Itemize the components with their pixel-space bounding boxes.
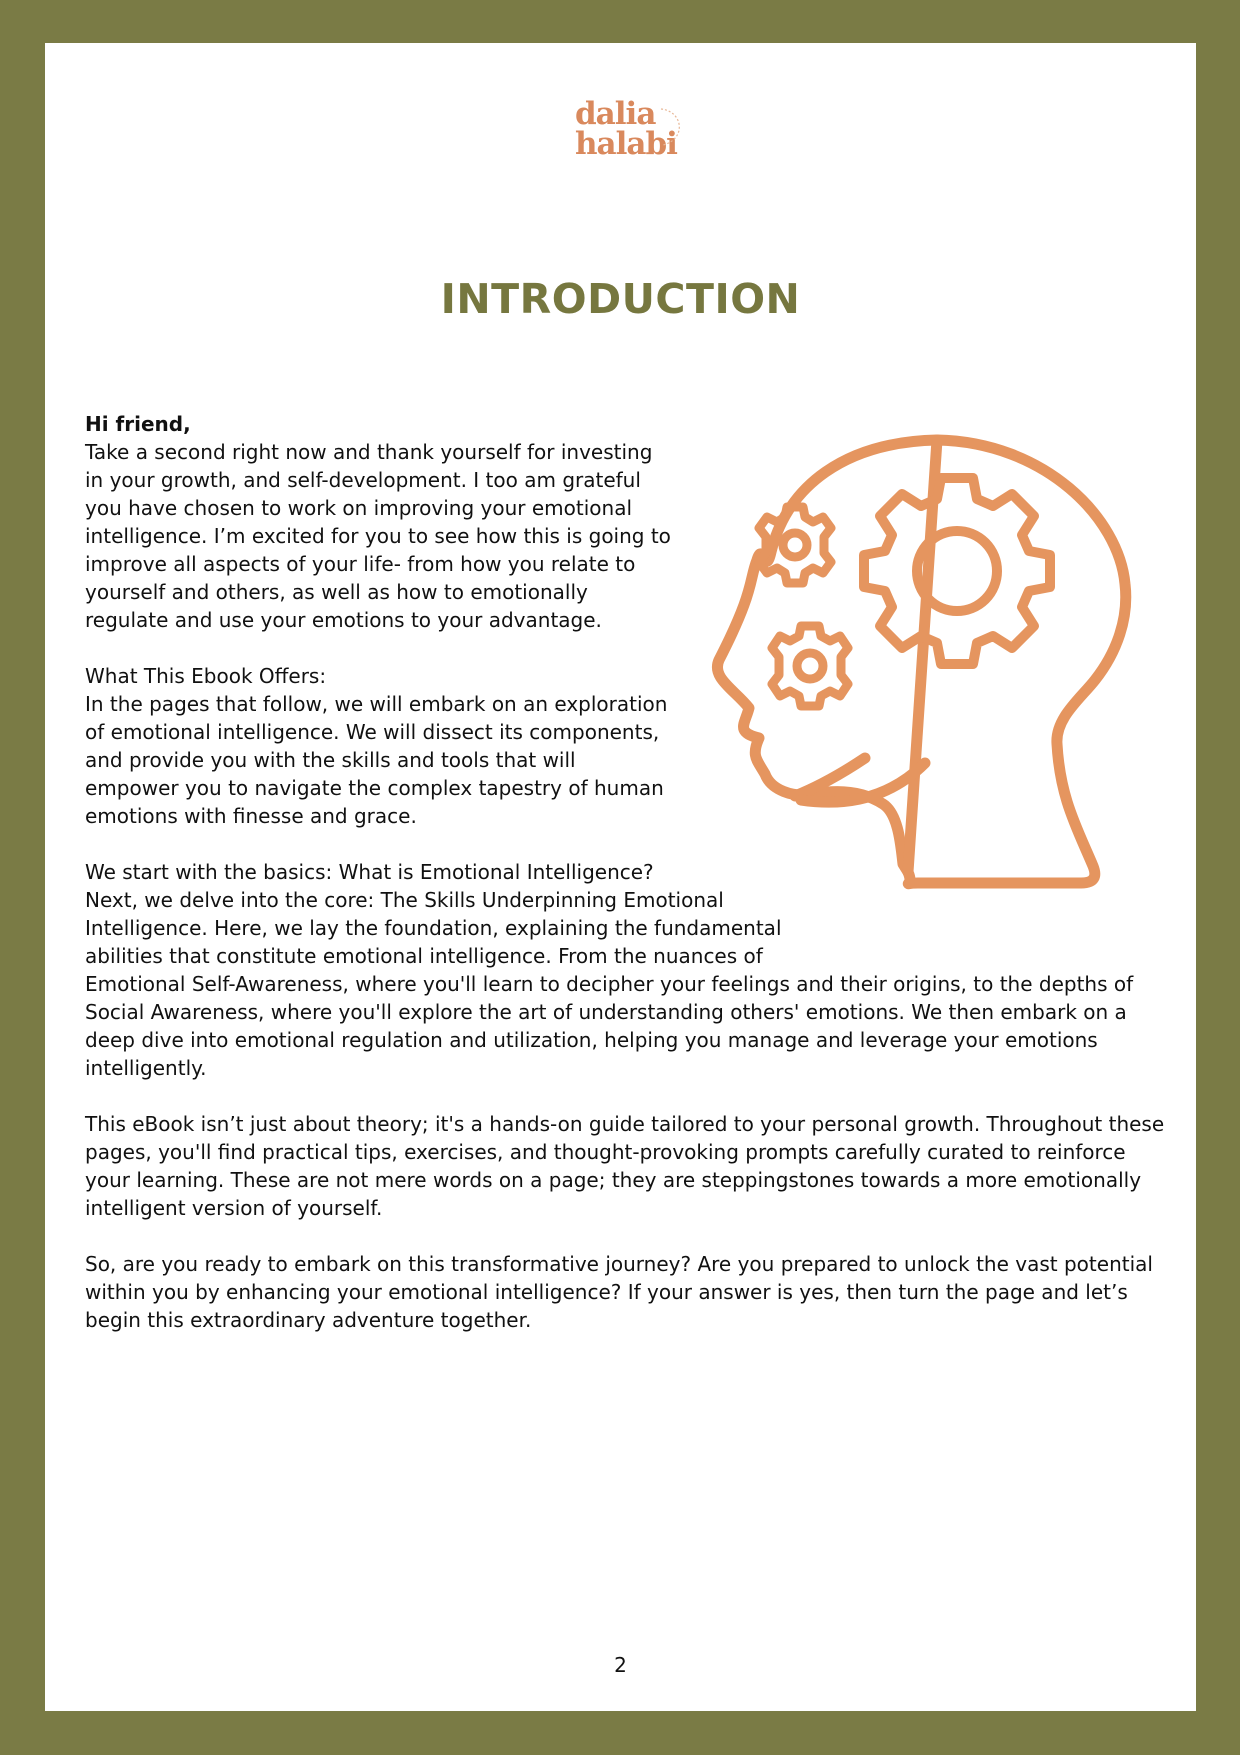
offers-heading: What This Ebook Offers: xyxy=(85,664,327,688)
logo-line-1: dalia xyxy=(575,96,656,132)
paragraph-closing: So, are you ready to embark on this transformative journey? Are you prepared to unlock the vast potential within you by enhancing your emotional intelligence? If your answer is yes, then turn the page and let’s begin this extraordinary adventure together. xyxy=(85,1252,1153,1332)
paragraph-basics-line-4: abilities that constitute emotional intelligence. From the nuances of xyxy=(85,944,763,968)
logo-ornament-icon xyxy=(657,105,687,149)
page-number: 2 xyxy=(614,1653,627,1677)
paragraph-basics-rest: Emotional Self-Awareness, where you'll learn to decipher your feelings and their origins, to the depths of Social Awareness, where you'll explore the art of understanding others' emotions. We then embark on a deep dive into emotional regulation and utilization, helping you manage and leverage your emotions intelligently. xyxy=(85,972,1134,1080)
introduction-body xyxy=(85,410,1165,1334)
paragraph-basics-line-1: We start with the basics: What is Emotional Intelligence? xyxy=(85,860,654,884)
page-title: INTRODUCTION xyxy=(440,275,801,323)
document-page xyxy=(45,43,1196,1711)
paragraph-basics-line-2: Next, we delve into the core: The Skills Underpinning Emotional xyxy=(85,888,724,912)
brand-logo xyxy=(575,93,705,163)
logo-line-2: halabi xyxy=(575,126,677,162)
greeting: Hi friend, xyxy=(85,412,191,436)
paragraph-gratitude: Take a second right now and thank yourself for investing in your growth, and self-development. I too am grateful you have chosen to work on improving your emotional intelligence. I’m excited for you to see how this is going to improve all aspects of your life- from how you relate to yourself and others, as well as how to emotionally regulate and use your emotions to your advantage. xyxy=(85,440,671,632)
paragraph-basics-line-3: Intelligence. Here, we lay the foundation, explaining the fundamental xyxy=(85,916,782,940)
paragraph-offers: In the pages that follow, we will embark on an exploration of emotional intelligence. We will dissect its components, and provide you with the skills and tools that will empower you to navigate the complex tapestry of human emotions with finesse and grace. xyxy=(85,692,668,828)
paragraph-hands-on: This eBook isn’t just about theory; it's a hands-on guide tailored to your personal growth. Throughout these pages, you'll find practical tips, exercises, and thought-provoking prompts carefully curated to reinforce your learning. These are not mere words on a page; they are steppingstones towards a more emotionally intelligent version of yourself. xyxy=(85,1112,1165,1220)
